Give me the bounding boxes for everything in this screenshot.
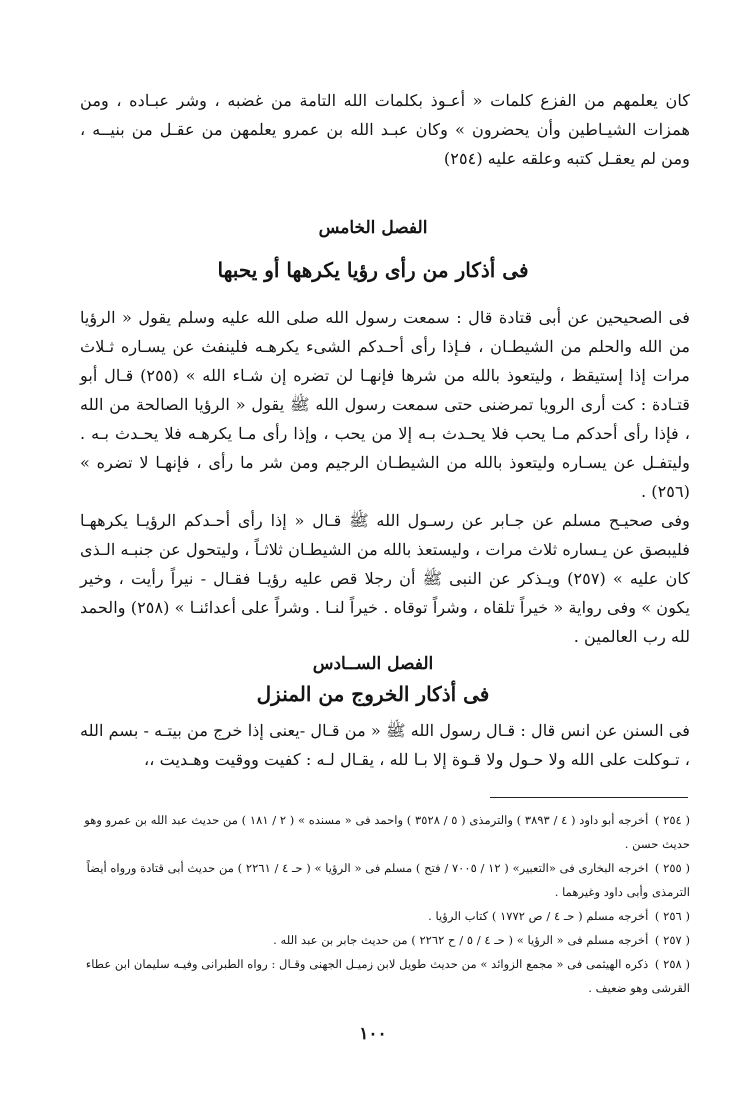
footnotes	[60, 808, 690, 1000]
footnote-256	[60, 904, 690, 928]
chapter6-title: فى أذكار الخروج من المنزل	[256, 682, 490, 706]
footnote-number: ( ٢٥٥ )	[654, 861, 690, 875]
footnote-number: ( ٢٥٨ )	[654, 957, 690, 971]
intro-paragraph: كان يعلمهم من الفزع كلمات « أعـوذ بكلمات الله التامة من غضبه ، وشر عبـاده ، ومن همزات الشيـاطين وأن يحضرون » وكان عبـد الله بن عمرو يعلمهن من عقـل من بنيــه ، ومن لم يعقـل كتبه وعلقه عليه (٢٥٤)	[80, 91, 690, 168]
footnote-divider	[490, 797, 688, 798]
chapter5-title: فى أذكار من رأى رؤيا يكرهها أو يحبها	[217, 258, 529, 282]
chapter6-subtitle: الفصل الســادس	[312, 654, 434, 674]
footnote-255	[60, 856, 690, 904]
footnote-number: ( ٢٥٦ )	[654, 909, 690, 923]
footnote-text: ذكره الهيثمى فى « مجمع الزوائد » من حديث طويل لابن زميـل الجهنى وقـال : رواه الطبرانى وفيـه سليمان ابن عطاء القرشى وهو ضعيف .	[85, 957, 690, 995]
page-number: ١٠٠	[359, 1024, 387, 1044]
footnote-257	[60, 928, 690, 952]
footnote-258	[60, 952, 690, 1000]
footnote-text: أخرجه مسلم فى « الرؤيا » ( حـ ٤ / ٥ / ح ٢٢٦٢ ) من حديث جابر بن عبد الله .	[273, 933, 649, 947]
footnote-number: ( ٢٥٧ )	[654, 933, 690, 947]
chapter5-paragraph-2: وفى صحيـح مسلم عن جـابر عن رسـول الله ﷺ قـال « إذا رأى أحـدكم الرؤيـا يكرههـا فليبصق عن يـساره ثلاث مرات ، وليستعذ بالله من الشيطـان ثلاثـاً ، وليتحول عن جنبـه الـذى كان عليه » (٢٥٧) ويـذكر عن النبى ﷺ أن رجلا قص عليه رؤيـا فقـال - نيراً رأيت ، وخير يكون » وفى رواية « خيراً تلقاه ، وشراً توقاه . خيراً لنـا . وشراً على أعدائنـا » (٢٥٨) والحمد لله رب العالمين .	[80, 511, 691, 646]
footnote-text: اخرجه البخارى فى «التعبير» ( ١٢ / ٧٠٠٥ / فتح ) مسلم فى « الرؤيا » ( حـ ٤ / ٢٢٦١ ) من حديث أبى قتادة ورواه أيضاً الترمذى وأبى داود وغيرهما .	[86, 861, 690, 899]
footnote-number: ( ٢٥٤ )	[654, 813, 690, 827]
chapter5-paragraph-1: فى الصحيحين عن أبى قتادة قال : سمعت رسول الله صلى الله عليه وسلم يقول « الرؤيا من الله والحلم من الشيطـان ، فـإذا رأى أحـدكم الشىء يكرهـه فلينفث عن يسـاره ثـلاث مرات إذا إستيقظ ، وليتعوذ بالله من شرها فإنهـا لن تضره إن شـاء الله » (٢٥٥) قـال أبو قتـادة : كت أرى الرويا تمرضنى حتى سمعت رسول الله ﷺ يقول « الرؤيا الصالحة من الله ، فإذا رأى أحدكم مـا يحب فلا يحـدث بـه إلا من يحب ، وإذا رأى مـا يكرهـه فلا يحـدث بـه . وليتفـل عن يسـاره وليتعوذ بالله من الشيطـان الرجيم ومن شر ما رأى ، فإنهـا لا تضره » (٢٥٦) .	[80, 308, 690, 501]
footnote-text: أخرجه مسلم ( حـ ٤ / ص ١٧٧٢ ) كتاب الرؤيا .	[428, 909, 649, 923]
chapter5-subtitle: الفصل الخامس	[318, 218, 428, 238]
footnote-text: أخرجه أبو داود ( ٤ / ٣٨٩٣ ) والترمذى ( ٥ / ٣٥٢٨ ) واحمد فى « مسنده » ( ٢ / ١٨١ ) من حديث عبد الله بن عمرو وهو حديث حسن .	[84, 813, 690, 851]
chapter6-paragraph: فى السنن عن انس قال : قـال رسول الله ﷺ « من قـال -يعنى إذا خرج من بيتـه - بسم الله ، تـوكلت على الله ولا حـول ولا قـوة إلا بـا لله ، يقـال لـه : كفيت ووقيت وهـديت ،،	[80, 721, 690, 769]
footnote-254	[60, 808, 690, 856]
